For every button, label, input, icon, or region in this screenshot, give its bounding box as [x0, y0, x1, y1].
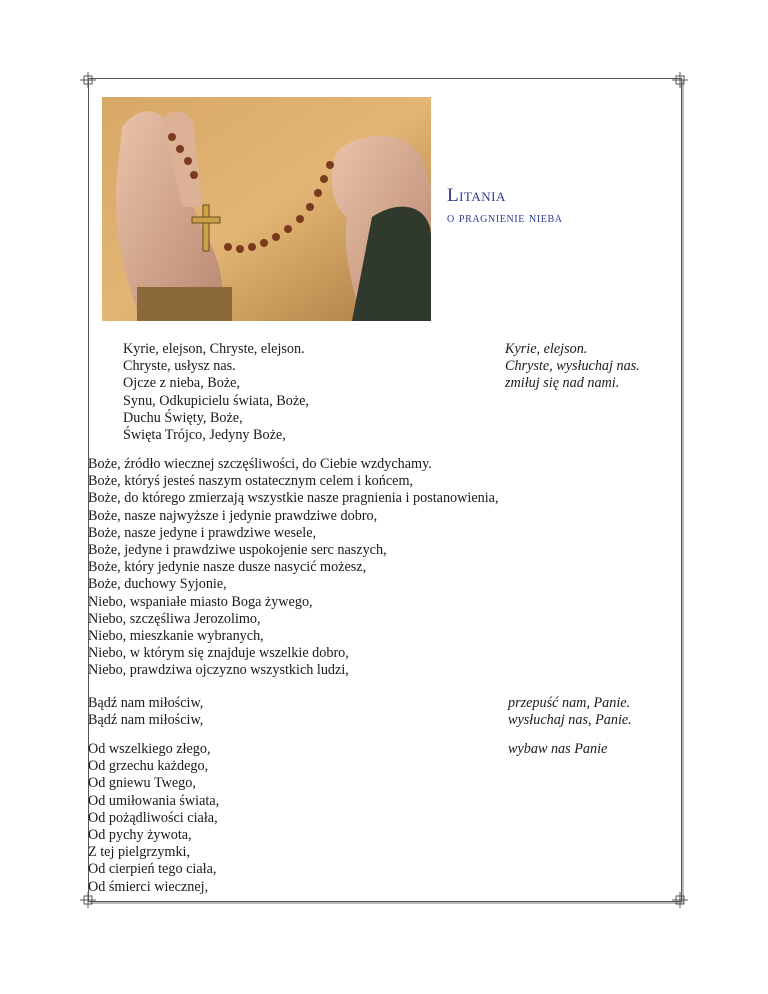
invocation-line: Od pożądliwości ciała, — [88, 809, 218, 826]
invocation-line: Od pychy żywota, — [88, 827, 192, 844]
mercy-invocations — [88, 695, 203, 729]
invocation-line: Duchu Święty, Boże, — [123, 409, 243, 426]
invocation-line: Święta Trójco, Jedyny Boże, — [123, 427, 286, 444]
response-line: wybaw nas Panie — [508, 741, 608, 757]
invocation-line: Boże, któryś jesteś naszym ostatecznym celem i końcem, — [88, 473, 414, 490]
invocation-line: Niebo, mieszkanie wybranych, — [88, 628, 264, 645]
mercy-responses — [508, 695, 632, 729]
invocation-line: Ojcze z nieba, Boże, — [123, 375, 240, 392]
deliver-responses — [508, 741, 607, 758]
invocation-line: Od umiłowania świata, — [88, 792, 220, 809]
invocation-line: Niebo, prawdziwa ojczyzno wszystkich ludzi, — [88, 662, 349, 679]
invocation-line: Od gniewu Twego, — [88, 775, 196, 792]
invocation-line: Boże, duchowy Syjonie, — [88, 576, 227, 593]
response-line: Kyrie, elejson. — [505, 341, 588, 357]
title-line-sub: o pragnienie nieba — [447, 211, 563, 226]
deliver-invocations — [88, 741, 219, 896]
invocation-line: Chryste, usłysz nas. — [123, 358, 236, 375]
invocation-line: Synu, Odkupicielu świata, Boże, — [123, 392, 309, 409]
frame-corner-ornament — [672, 72, 688, 88]
response-line: zmiłuj się nad nami. — [505, 375, 620, 392]
rosary-hands-photo — [102, 97, 431, 321]
intro-responses — [505, 341, 640, 393]
invocation-line: Od wszelkiego złego, — [88, 741, 211, 757]
intro-invocations — [123, 341, 309, 444]
invocation-line: Z tej pielgrzymki, — [88, 844, 191, 861]
invocation-line: Niebo, wspaniałe miasto Boga żywego, — [88, 593, 313, 610]
response-line: wysłuchaj nas, Panie. — [508, 712, 632, 729]
response-line: przepuść nam, Panie. — [508, 695, 631, 711]
invocation-line: Niebo, szczęśliwa Jerozolimo, — [88, 610, 261, 627]
invocation-line: Boże, do którego zmierzają wszystkie nasze pragnienia i postanowienia, — [88, 490, 499, 507]
response-line: Chryste, wysłuchaj nas. — [505, 358, 640, 375]
main-invocations — [88, 456, 499, 680]
invocation-line: Niebo, w którym się znajduje wszelkie dobro, — [88, 645, 349, 662]
invocation-line: Od śmierci wiecznej, — [88, 878, 209, 895]
invocation-line: Bądź nam miłościw, — [88, 712, 204, 729]
invocation-line: Kyrie, elejson, Chryste, elejson. — [123, 341, 305, 357]
invocation-line: Boże, źródło wiecznej szczęśliwości, do Ciebie wzdychamy. — [88, 456, 432, 472]
invocation-line: Boże, jedyne i prawdziwe uspokojenie serc naszych, — [88, 542, 387, 559]
invocation-line: Od grzechu każdego, — [88, 758, 209, 775]
invocation-line: Bądź nam miłościw, — [88, 695, 204, 711]
invocation-line: Boże, który jedynie nasze dusze nasycić możesz, — [88, 559, 367, 576]
invocation-line: Od cierpień tego ciała, — [88, 861, 217, 878]
frame-corner-ornament — [80, 72, 96, 88]
invocation-line: Boże, nasze jedyne i prawdziwe wesele, — [88, 524, 317, 541]
invocation-line: Boże, nasze najwyższe i jedynie prawdziwe dobro, — [88, 507, 378, 524]
frame-corner-ornament — [672, 892, 688, 908]
litany-title — [447, 184, 563, 230]
title-line-main: Litania — [447, 185, 506, 206]
